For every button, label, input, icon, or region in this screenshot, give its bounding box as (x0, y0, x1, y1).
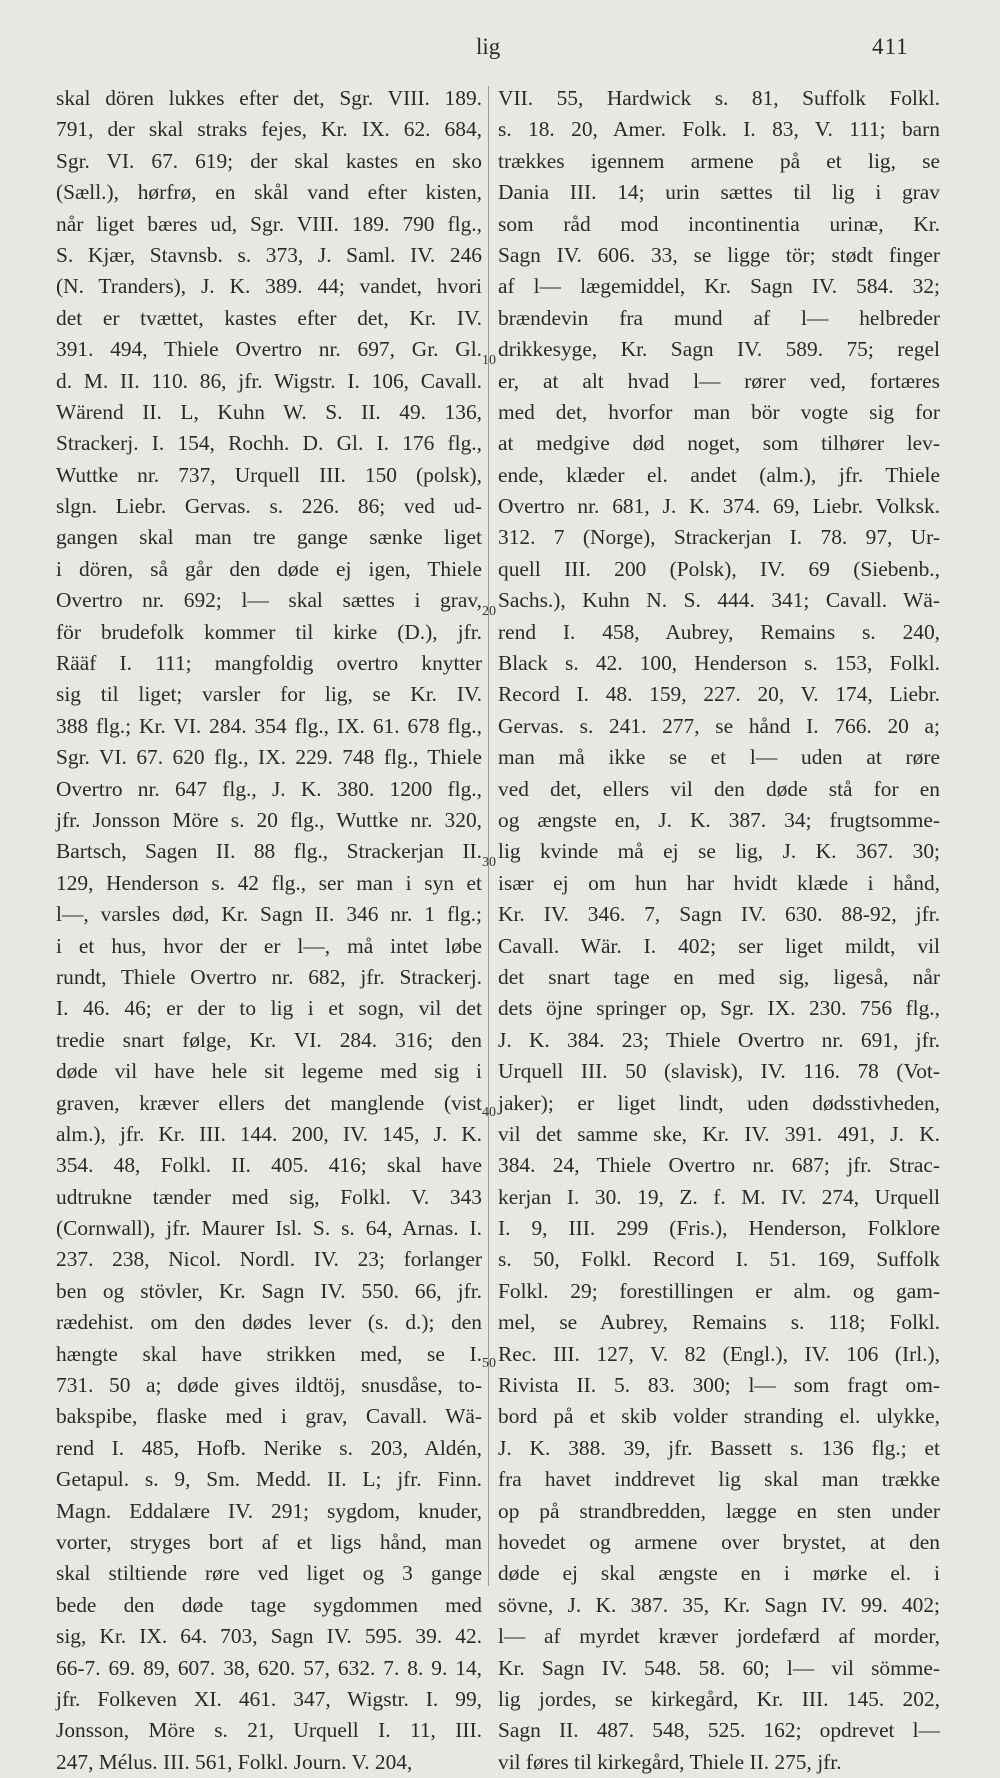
text-line: slgn. Liebr. Gervas. s. 226. 86; ved ud- (56, 494, 482, 519)
text-line: 384. 24, Thiele Overtro nr. 687; jfr. Strac- (498, 1153, 940, 1178)
text-line: quell III. 200 (Polsk), IV. 69 (Siebenb., (498, 556, 940, 581)
text-line: mel, se Aubrey, Remains s. 118; Folkl. (498, 1310, 940, 1335)
text-line: VII. 55, Hardwick s. 81, Suffolk Folkl. (498, 86, 940, 110)
running-head (0, 34, 1000, 64)
text-line: i et hus, hvor der er l—, må intet løbe (56, 933, 482, 958)
text-line: fra havet inddrevet lig skal man trække (498, 1467, 940, 1492)
text-line: Urquell III. 50 (slavisk), IV. 116. 78 (Vot- (498, 1059, 940, 1084)
text-line: Overtro nr. 692; l— skal sættes i grav, (56, 588, 482, 613)
text-line: døde ej skal ængste en i mørke el. i (498, 1561, 940, 1586)
text-line: l—, varsles død, Kr. Sagn II. 346 nr. 1 flg.; (56, 902, 482, 927)
text-line: vorter, stryges bort af et ligs hånd, man (56, 1529, 482, 1554)
text-line: Kr. IV. 346. 7, Sagn IV. 630. 88-92, jfr. (498, 902, 940, 927)
text-line: det snart tage en med sig, ligeså, når (498, 964, 940, 989)
text-line: er, at alt hvad l— rører ved, fortæres (498, 368, 940, 393)
text-line: bede den døde tage sygdommen med (56, 1592, 482, 1617)
text-line: Sgr. VI. 67. 620 flg., IX. 229. 748 flg., Thiele (56, 745, 482, 770)
text-line: J. K. 388. 39, jfr. Bassett s. 136 flg.; et (498, 1435, 940, 1460)
text-line: døde vil have hele sit legeme med sig i (56, 1059, 482, 1084)
text-line: udtrukne tænder med sig, Folkl. V. 343 (56, 1184, 482, 1209)
text-line: 66-7. 69. 89, 607. 38, 620. 57, 632. 7. 8. 9. 14, (56, 1655, 482, 1680)
text-line: kerjan I. 30. 19, Z. f. M. IV. 274, Urquell (498, 1184, 940, 1209)
text-line: med det, hvorfor man bör vogte sig for (498, 399, 940, 424)
text-line: skal dören lukkes efter det, Sgr. VIII. 189. (56, 86, 482, 110)
text-line: i dören, så går den døde ej igen, Thiele (56, 556, 482, 581)
text-line: skal stiltiende røre ved liget og 3 gange (56, 1561, 482, 1586)
text-line: d. M. II. 110. 86, jfr. Wigstr. I. 106, Cavall. (56, 368, 482, 393)
text-line: især ej om hun har hvidt klæde i hånd, (498, 870, 940, 895)
text-line: 388 flg.; Kr. VI. 284. 354 flg., IX. 61. 678 flg., (56, 713, 482, 738)
text-line: för brudefolk kommer til kirke (D.), jfr. (56, 619, 482, 644)
text-line: Bartsch, Sagen II. 88 flg., Strackerjan II. (56, 839, 482, 864)
text-line: man må ikke se et l— uden at røre (498, 745, 940, 770)
text-line: drikkesyge, Kr. Sagn IV. 589. 75; regel (498, 337, 940, 362)
text-line: Folkl. 29; forestillingen er alm. og gam- (498, 1278, 940, 1303)
line-number-marker: 30 (482, 855, 496, 870)
text-line: (Sæll.), hørfrø, en skål vand efter kisten, (56, 180, 482, 205)
text-line: bakspibe, flaske med i grav, Cavall. Wä- (56, 1404, 482, 1429)
text-line: Overtro nr. 647 flg., J. K. 380. 1200 flg., (56, 776, 482, 801)
text-line: I. 46. 46; er der to lig i et sogn, vil det (56, 996, 482, 1021)
text-line: når liget bæres ud, Sgr. VIII. 189. 790 flg., (56, 211, 482, 236)
text-line: bord på et skib volder stranding el. ulykke, (498, 1404, 940, 1429)
text-line: vil det samme ske, Kr. IV. 391. 491, J. K. (498, 1121, 940, 1146)
text-line: dets öjne springer op, Sgr. IX. 230. 756 flg., (498, 996, 940, 1021)
text-line: (N. Tranders), J. K. 389. 44; vandet, hvori (56, 274, 482, 299)
line-number-marker: 20 (482, 604, 496, 619)
text-line: lig kvinde må ej se lig, J. K. 367. 30; (498, 839, 940, 864)
text-line: jfr. Folkeven XI. 461. 347, Wigstr. I. 99, (56, 1686, 482, 1711)
line-number-marker: 10 (482, 353, 496, 368)
text-line: at medgive død noget, som tilhører lev- (498, 431, 940, 456)
text-line: hængte skal have strikken med, se I. (56, 1341, 482, 1366)
text-line: Wärend II. L, Kuhn W. S. II. 49. 136, (56, 399, 482, 424)
text-line: ved det, ellers vil den døde stå for en (498, 776, 940, 801)
text-line: Dania III. 14; urin sættes til lig i grav (498, 180, 940, 205)
text-line: s. 50, Folkl. Record I. 51. 169, Suffolk (498, 1247, 940, 1272)
text-line: J. K. 384. 23; Thiele Overtro nr. 691, jfr. (498, 1027, 940, 1052)
text-line: Rec. III. 127, V. 82 (Engl.), IV. 106 (Irl.), (498, 1341, 940, 1366)
text-line: 237. 238, Nicol. Nordl. IV. 23; forlanger (56, 1247, 482, 1272)
text-line: sig til liget; varsler for lig, se Kr. IV. (56, 682, 482, 707)
text-line: hovedet og armene over brystet, at den (498, 1529, 940, 1554)
text-line: tredie snart følge, Kr. VI. 284. 316; den (56, 1027, 482, 1052)
text-line: af l— lægemiddel, Kr. Sagn IV. 584. 32; (498, 274, 940, 299)
text-line: Rivista II. 5. 83. 300; l— som fragt om- (498, 1373, 940, 1398)
text-line: sig, Kr. IX. 64. 703, Sagn IV. 595. 39. 42. (56, 1624, 482, 1649)
text-line: Strackerj. I. 154, Rochh. D. Gl. I. 176 flg., (56, 431, 482, 456)
text-line: sövne, J. K. 387. 35, Kr. Sagn IV. 99. 402; (498, 1592, 940, 1617)
text-line: 247, Mélus. III. 561, Folkl. Journ. V. 204, (56, 1749, 413, 1774)
text-line: 312. 7 (Norge), Strackerjan I. 78. 97, Ur- (498, 525, 940, 550)
text-line: det er tvættet, kastes efter det, Kr. IV. (56, 305, 482, 330)
text-line: og ængste en, J. K. 387. 34; frugtsomme- (498, 807, 940, 832)
text-line: I. 9, III. 299 (Fris.), Henderson, Folklore (498, 1216, 940, 1241)
text-line: 731. 50 a; døde gives ildtöj, snusdåse, to- (56, 1373, 482, 1398)
text-line: Gervas. s. 241. 277, se hånd I. 766. 20 a; (498, 713, 940, 738)
text-line: Kr. Sagn IV. 548. 58. 60; l— vil sömme- (498, 1655, 940, 1680)
line-number-marker: 40 (482, 1105, 496, 1120)
text-line: (Cornwall), jfr. Maurer Isl. S. s. 64, Arnas. I. (56, 1216, 482, 1241)
text-line: jaker); er liget lindt, uden dødsstivheden, (498, 1090, 940, 1115)
text-line: 391. 494, Thiele Overtro nr. 697, Gr. Gl. (56, 337, 482, 362)
text-line: trækkes igennem armene på et lig, se (498, 148, 940, 173)
text-line: Record I. 48. 159, 227. 20, V. 174, Liebr. (498, 682, 940, 707)
text-line: Sagn II. 487. 548, 525. 162; opdrevet l— (498, 1718, 940, 1743)
text-line: Getapul. s. 9, Sm. Medd. II. L; jfr. Finn. (56, 1467, 482, 1492)
left-text-column (56, 83, 482, 1778)
text-line: Sachs.), Kuhn N. S. 444. 341; Cavall. Wä- (498, 588, 940, 613)
text-line: alm.), jfr. Kr. III. 144. 200, IV. 145, J. K. (56, 1121, 482, 1146)
running-head-title: lig (476, 34, 501, 59)
text-line: Sagn IV. 606. 33, se ligge tör; stødt finger (498, 242, 940, 267)
text-line: 791, der skal straks fejes, Kr. IX. 62. 684, (56, 117, 482, 142)
right-text-column (498, 83, 940, 1778)
text-line: ende, klæder el. andet (alm.), jfr. Thiele (498, 462, 940, 487)
text-line: S. Kjær, Stavnsb. s. 373, J. Saml. IV. 246 (56, 242, 482, 267)
text-line: Sgr. VI. 67. 619; der skal kastes en sko (56, 148, 482, 173)
text-line: Wuttke nr. 737, Urquell III. 150 (polsk), (56, 462, 482, 487)
text-line: s. 18. 20, Amer. Folk. I. 83, V. 111; barn (498, 117, 940, 142)
text-line: gangen skal man tre gange sænke liget (56, 525, 482, 550)
text-line: 354. 48, Folkl. II. 405. 416; skal have (56, 1153, 482, 1178)
text-line: rundt, Thiele Overtro nr. 682, jfr. Strackerj. (56, 964, 482, 989)
text-line: brændevin fra mund af l— helbreder (498, 305, 940, 330)
text-line: rædehist. om den dødes lever (s. d.); den (56, 1310, 482, 1335)
text-line: op på strandbredden, lægge en sten under (498, 1498, 940, 1523)
text-line: rend I. 485, Hofb. Nerike s. 203, Aldén, (56, 1435, 482, 1460)
text-line: Rääf I. 111; mangfoldig overtro knytter (56, 651, 482, 676)
text-line: graven, kræver ellers det manglende (vist (56, 1090, 482, 1115)
text-line: vil føres til kirkegård, Thiele II. 275, jfr. (498, 1749, 842, 1774)
text-line: som råd mod incontinentia urinæ, Kr. (498, 211, 940, 236)
text-line: l— af myrdet kræver jordefærd af morder, (498, 1624, 940, 1649)
text-line: ben og stövler, Kr. Sagn IV. 550. 66, jfr. (56, 1278, 482, 1303)
text-line: Black s. 42. 100, Henderson s. 153, Folkl. (498, 651, 940, 676)
text-line: 129, Henderson s. 42 flg., ser man i syn et (56, 870, 482, 895)
text-line: Jonsson, Möre s. 21, Urquell I. 11, III. (56, 1718, 482, 1743)
text-line: Magn. Eddalære IV. 291; sygdom, knuder, (56, 1498, 482, 1523)
text-line: jfr. Jonsson Möre s. 20 flg., Wuttke nr. 320, (56, 807, 482, 832)
line-number-marker: 50 (482, 1356, 496, 1371)
text-line: Cavall. Wär. I. 402; ser liget mildt, vil (498, 933, 940, 958)
text-line: Overtro nr. 681, J. K. 374. 69, Liebr. Volksk. (498, 494, 940, 519)
text-line: rend I. 458, Aubrey, Remains s. 240, (498, 619, 940, 644)
page-number: 411 (872, 34, 909, 59)
text-line: lig jordes, se kirkegård, Kr. III. 145. 202, (498, 1686, 940, 1711)
